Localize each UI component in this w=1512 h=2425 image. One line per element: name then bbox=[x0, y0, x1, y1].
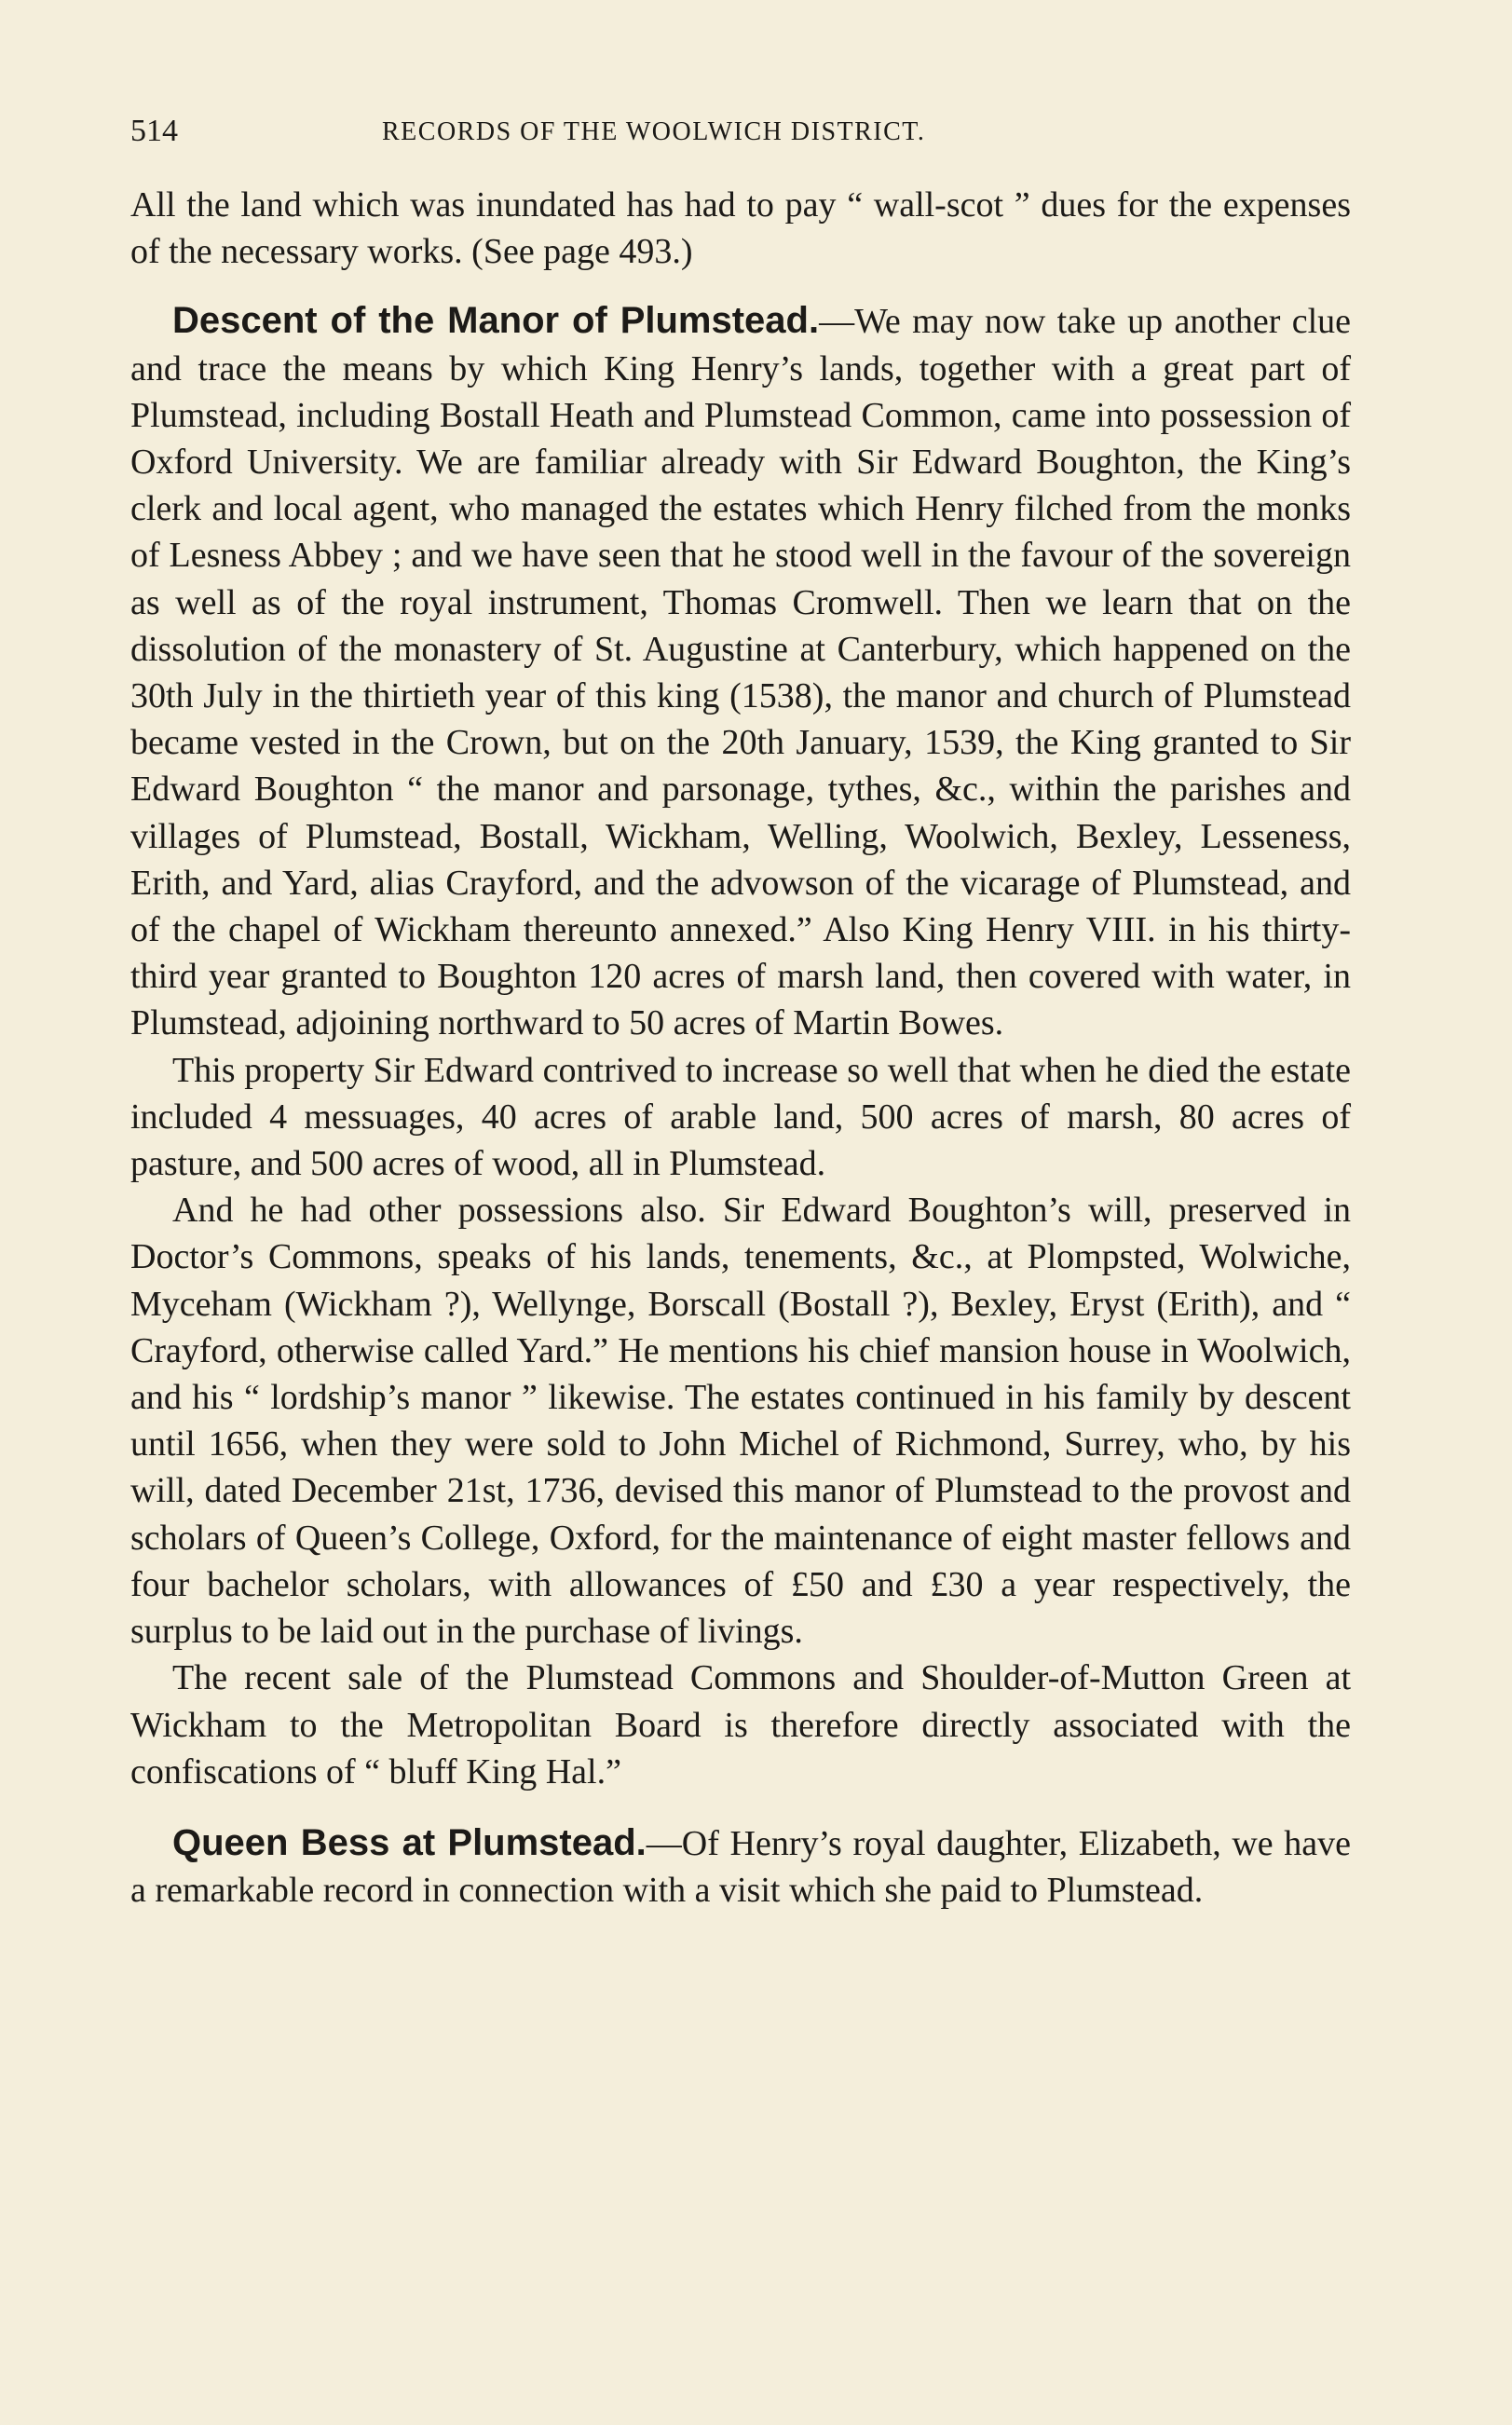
paragraph-queen-bess-text: —Of Henry’s royal daughter, Elizabeth, we have a remarkable record in connection with a visit which she paid to Plumstead. bbox=[130, 1823, 1351, 1911]
page-number: 514 bbox=[130, 114, 178, 148]
body-text bbox=[130, 182, 1351, 1914]
section-heading-queen-bess: Queen Bess at Plumstead. bbox=[172, 1821, 647, 1863]
paragraph-queen-bess bbox=[130, 1819, 1351, 1914]
paragraph-other-possessions: And he had other possessions also. Sir Edward Boughton’s will, preserved in Doctor’s Commons, speaks of his lands, tenements, &c., at Plompsted, Wolwiche, Myceham (Wickham ?), Wellynge, Borscall (Bostall ?), Bexley, Eryst (Erith), and “ Crayford, otherwise called Yard.” He mentions his chief mansion house in Woolwich, and his “ lordship’s manor ” likewise. The estates continued in his family by descent until 1656, when they were sold to John Michel of Richmond, Surrey, who, by his will, dated December 21st, 1736, devised this manor of Plumstead to the provost and scholars of Queen’s College, Oxford, for the maintenance of eight master fellows and four bachelor scholars, with allowances of £50 and £30 a year respectively, the surplus to be laid out in the purchase of livings. bbox=[130, 1191, 1351, 1652]
paragraph-inundated-land: All the land which was inundated has had to pay “ wall-scot ” dues for the expenses of the necessary works. (See page 493.) bbox=[130, 185, 1351, 272]
paragraph-property-increase: This property Sir Edward contrived to increase so well that when he died the estate included 4 messuages, 40 acres of arable land, 500 acres of marsh, 80 acres of pasture, and 500 acres of wood, all in Plumstead. bbox=[130, 1050, 1351, 1184]
paragraph-descent-text: —We may now take up another clue and trace the means by which King Henry’s lands, together with a great part of Plumstead, including Bostall Heath and Plumstead Common, came into possession of Oxford University. We are familiar already with Sir Edward Boughton, the King’s clerk and local agent, who managed the estates which Henry filched from the monks of Lesness Abbey ; and we have seen that he stood well in the favour of the sovereign as well as of the royal instrument, Thomas Cromwell. Then we learn that on the dissolution of the monastery of St. Augustine at Canterbury, which happened on the 30th July in the thirtieth year of this king (1538), the manor and church of Plumstead became vested in the Crown, but on the 20th January, 1539, the King granted to Sir Edward Boughton “ the manor and parsonage, tythes, &c., within the parishes and villages of Plumstead, Bostall, Wickham, Welling, Woolwich, Bexley, Lesseness, Erith, and Yard, alias Crayford, and the advowson of the vicarage of Plumstead, and of the chapel of Wickham thereunto annexed.” Also King Henry VIII. in his thirty-third year granted to Boughton 120 acres of marsh land, then covered with water, in Plumstead, adjoining northward to 50 acres of Martin Bowes. bbox=[130, 302, 1351, 1043]
paragraph-recent-sale: The recent sale of the Plumstead Commons and Shoulder-of-Mutton Green at Wickham to the Metropolitan Board is therefore directly associated with the confiscations of “ bluff King Hal.” bbox=[130, 1658, 1351, 1792]
running-head: RECORDS OF THE WOOLWICH DISTRICT. bbox=[382, 117, 926, 146]
section-heading-descent: Descent of the Manor of Plumstead. bbox=[172, 300, 820, 342]
paragraph-descent-of-manor bbox=[130, 297, 1351, 1046]
page-header bbox=[130, 114, 1351, 151]
